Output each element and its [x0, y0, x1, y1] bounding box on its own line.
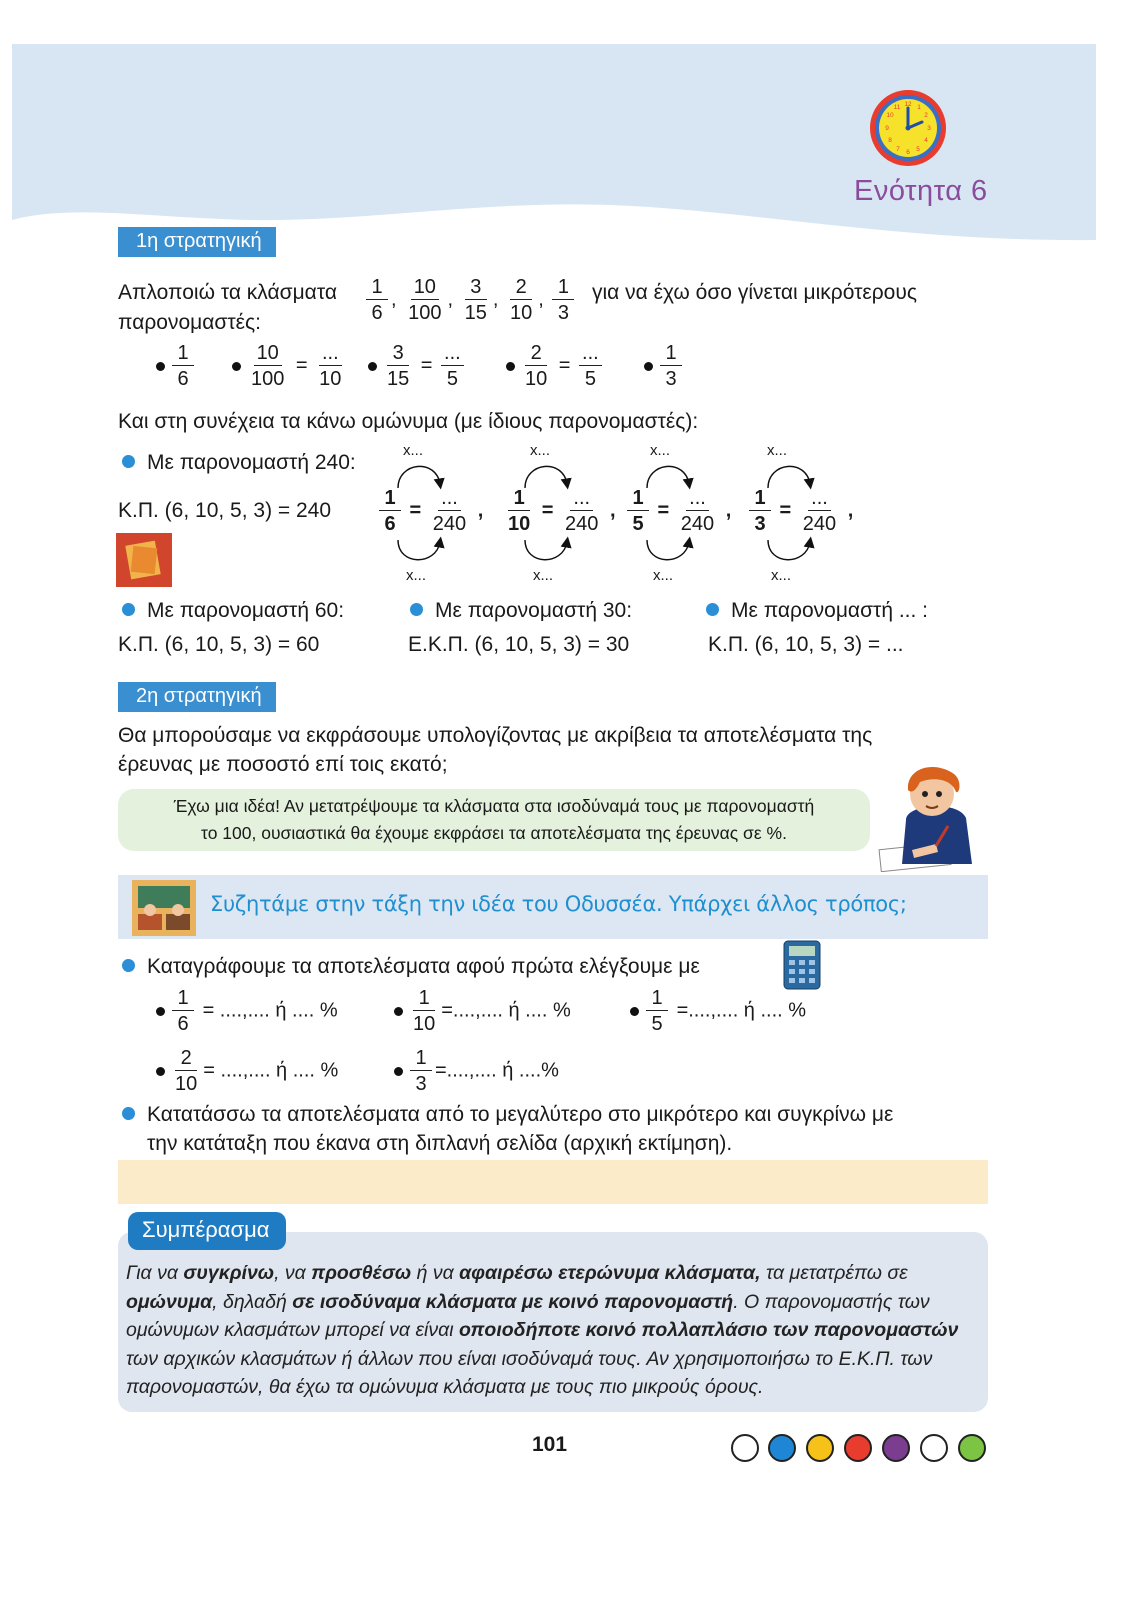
simplify-item: $\frac{1}{3}$ [644, 343, 685, 389]
color-circle-purple [882, 1434, 910, 1462]
conversion-2: $\frac{1}{10}$ = $\frac{...}{240}$ , [508, 487, 616, 535]
strategy2-question-1: Θα μπορούσαμε να εκφράσουμε υπολογίζοντας με ακρίβεια τα αποτελέσματα της [118, 724, 873, 747]
color-circle-blue [768, 1434, 796, 1462]
svg-text:1: 1 [917, 104, 921, 111]
color-circle-white [731, 1434, 759, 1462]
mult-label: x... [406, 567, 427, 584]
lcm60: Κ.Π. (6, 10, 5, 3) = 60 [118, 633, 320, 656]
simplify-item: $\frac{3}{15}$ = $\frac{...}{5}$ [368, 343, 467, 389]
svg-text:2: 2 [924, 112, 928, 119]
sort-text-2: την κατάταξη που έκανα στη διπλανή σελίδα (αρχική εκτίμηση). [147, 1132, 733, 1155]
fraction: $\frac{10}{100}$ [408, 276, 442, 324]
svg-text:11: 11 [893, 104, 901, 111]
fraction: $\frac{1}{3}$ [552, 277, 574, 323]
mult-label: x... [403, 442, 424, 459]
unit-title: Ενότητα 6 [854, 175, 988, 207]
mult-label: x... [771, 567, 792, 584]
conversion-3: $\frac{1}{5}$ = $\frac{...}{240}$ , [624, 488, 731, 534]
color-circle-red [844, 1434, 872, 1462]
conclusion-tag: Συμπέρασμα [128, 1212, 286, 1250]
svg-text:8: 8 [888, 137, 892, 144]
lcm240: Κ.Π. (6, 10, 5, 3) = 240 [118, 499, 332, 522]
record-text: Καταγράφουμε τα αποτελέσματα αφού πρώτα ελέγξουμε με [122, 953, 700, 981]
answer-area[interactable] [118, 1160, 988, 1204]
svg-text:7: 7 [896, 146, 900, 153]
then-text: Και στη συνέχεια τα κάνω ομώνυμα (με ίδιους παρονομαστές): [118, 410, 699, 433]
boy-writing-illustration [876, 760, 986, 872]
strategy1-intro-c: παρονομαστές: [118, 311, 261, 334]
color-circle-white-2 [920, 1434, 948, 1462]
mult-label: x... [650, 442, 671, 459]
simplify-item: $\frac{1}{6}$ [156, 343, 197, 389]
calculator-icon [783, 940, 821, 990]
record-item: $\frac{1}{10}$ =....,.... ή .... % [394, 988, 571, 1034]
svg-text:10: 10 [886, 112, 894, 119]
conversion-4: $\frac{1}{3}$ = $\frac{...}{240}$ , [746, 488, 853, 534]
classroom-icon [132, 880, 196, 936]
svg-text:6: 6 [906, 149, 910, 156]
sort-text-1: Κατατάσσω τα αποτελέσματα από το μεγαλύτερο στο μικρότερο και συγκρίνω με [122, 1101, 893, 1129]
fraction: $\frac{1}{6}$ [366, 277, 388, 323]
fraction: $\frac{2}{10}$ [510, 276, 533, 324]
color-circle-green [958, 1434, 986, 1462]
mult-label: x... [653, 567, 674, 584]
mult-label: x... [533, 567, 554, 584]
svg-text:5: 5 [916, 146, 920, 153]
record-item: $\frac{2}{10}$ = ....,.... ή .... % [156, 1048, 338, 1094]
mult-label: x... [530, 442, 551, 459]
strategy1-intro-b: για να έχω όσο γίνεται μικρότερους [592, 281, 917, 304]
conversion-arrows [0, 0, 1131, 600]
idea-text: Έχω μια ιδέα! Αν μετατρέψουμε τα κλάσματα στα ισοδύναμά τους με παρονομαστή το 100, ουσιαστικά θα έχουμε εκφράσει τα αποτελέσματα της έρευνας σε %. [173, 796, 815, 843]
svg-text:9: 9 [885, 125, 889, 132]
intro-fractions: $\frac{1}{6}$ , $\frac{10}{100}$ , $\frac{3}{15}$ , $\frac{2}{10}$ , $\frac{1}{3}$ [363, 277, 577, 323]
strategy2-tag: 2η στρατηγική [118, 682, 276, 712]
conversion-1: $\frac{1}{6}$ = $\frac{...}{240}$ , [376, 488, 483, 534]
strategy2-question-2: έρευνας με ποσοστό επί τοις εκατό; [118, 753, 448, 776]
denom60-label: Με παρονομαστή 60: [122, 597, 344, 625]
lcmX: Κ.Π. (6, 10, 5, 3) = ... [708, 633, 904, 656]
denom30-label: Με παρονομαστή 30: [410, 597, 632, 625]
conclusion-text: Για να συγκρίνω, να προσθέσω ή να αφαιρέσω ετερώνυμα κλάσματα, τα μετατρέπω σε ομώνυμα, δηλαδή σε ισοδύναμα κλάσματα με κοινό παρονομαστή. Ο παρονομαστής των ομώνυμων κλασμάτων μπορεί να είναι οποιοδήποτε κοινό πολλαπλάσιο των παρονομαστών των αρχικών κλασμάτων ή άλλων που είναι ισοδύναμά τους. Αν χρησιμοποιήσω το Ε.Κ.Π. των παρονομαστών, θα έχω τα ομώνυμα κλάσματα με τους πιο μικρούς όρους. [126, 1262, 959, 1398]
strategy1-intro-a: Απλοποιώ τα κλάσματα [118, 281, 337, 304]
record-item: $\frac{1}{5}$ =....,.... ή .... % [630, 988, 806, 1034]
denom240-label: Με παρονομαστή 240: [122, 449, 356, 477]
record-item: $\frac{1}{6}$ = ....,.... ή .... % [156, 988, 338, 1034]
simplify-item: $\frac{10}{100}$ = $\frac{...}{10}$ [232, 343, 347, 389]
simplify-item: $\frac{2}{10}$ = $\frac{...}{5}$ [506, 343, 605, 389]
denomX-label: Με παρονομαστή ... : [706, 597, 928, 625]
fraction: $\frac{3}{15}$ [464, 276, 487, 324]
record-item: $\frac{1}{3}$ =....,.... ή ....% [394, 1048, 559, 1094]
discussion-text: Συζητάμε στην τάξη την ιδέα του Οδυσσέα. Υπάρχει άλλος τρόπος; [210, 892, 907, 916]
mult-label: x... [767, 442, 788, 459]
svg-text:4: 4 [924, 137, 928, 144]
svg-text:3: 3 [927, 125, 931, 132]
color-circle-yellow [806, 1434, 834, 1462]
svg-text:12: 12 [904, 101, 912, 108]
page-number: 101 [532, 1433, 568, 1456]
lcm30: Ε.Κ.Π. (6, 10, 5, 3) = 30 [408, 633, 630, 656]
strategy1-tag: 1η στρατηγική [118, 227, 276, 257]
